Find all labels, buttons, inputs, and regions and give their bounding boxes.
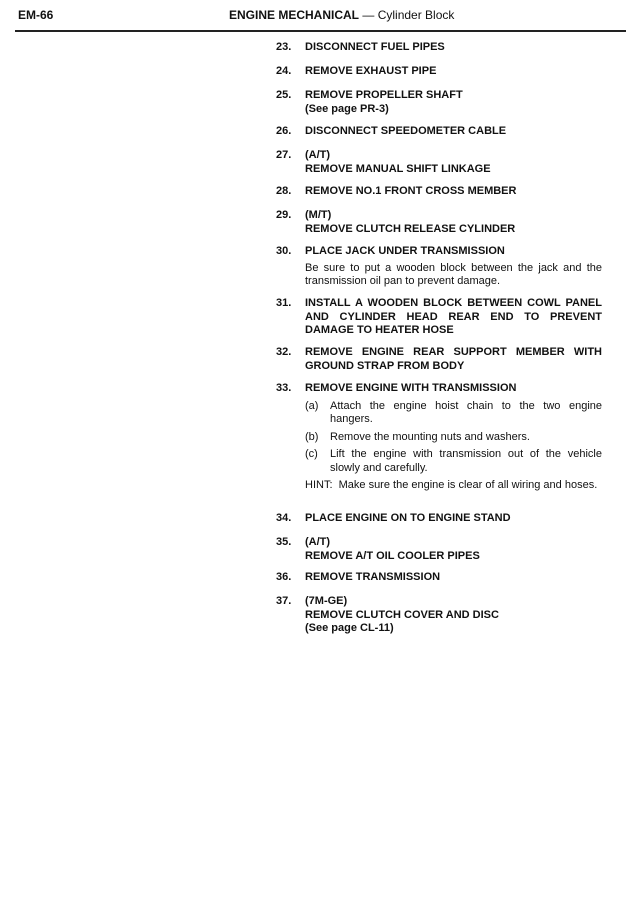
page-header-title [229,8,454,22]
step-number: 25. [276,89,292,101]
sub-step-label: (b) [305,430,319,443]
step-heading [305,536,602,563]
step-heading-line: (A/T) [305,536,331,548]
sub-step-text: Remove the mounting nuts and washers. [330,430,530,443]
procedure-step [276,245,602,289]
sub-step-label: (c) [305,448,318,460]
step-heading [305,297,602,338]
step-heading [305,65,602,79]
step-heading [305,245,602,259]
step-number: 23. [276,41,292,53]
procedure-step [276,149,602,176]
procedure-step [276,209,602,236]
step-heading-line: (A/T) [305,149,331,161]
step-heading [305,512,602,526]
step-note: Be sure to put a wooden block between the jack and the transmission oil pan to prevent damage. [305,261,602,287]
step-heading [305,185,602,199]
sub-step-label: (a) [305,399,319,412]
procedure-step [276,595,602,636]
step-heading [305,346,602,373]
step-heading [305,571,602,585]
step-heading-line: REMOVE PROPELLER SHAFT [305,89,463,101]
step-number: 31. [276,297,292,309]
step-heading [305,382,602,396]
step-heading [305,595,602,636]
step-number: 37. [276,595,292,607]
step-heading [305,125,602,139]
step-heading-line: REMOVE A/T OIL COOLER PIPES [305,549,480,562]
step-heading-line: (7M-GE) [305,595,348,607]
procedure-step [276,41,602,55]
step-number: 34. [276,512,292,524]
step-number: 28. [276,185,292,197]
step-number: 35. [276,536,292,548]
step-heading-line: PLACE JACK UNDER TRANSMISSION [305,245,505,257]
step-heading [305,149,602,176]
step-heading [305,89,602,116]
step-heading-line: REMOVE NO.1 FRONT CROSS MEMBER [305,185,517,197]
page-number: EM-66 [18,8,54,22]
section-title: ENGINE MECHANICAL [229,8,360,22]
sub-step-text: Attach the engine hoist chain to the two engine hangers. [330,399,602,425]
procedure-step [276,571,602,585]
step-heading-line: REMOVE CLUTCH COVER AND DISC [305,608,499,621]
step-heading-line: INSTALL A WOODEN BLOCK BETWEEN COWL PANEL AND CYLINDER HEAD REAR END TO PREVENT DAMAGE TO HEATER HOSE [305,297,602,336]
step-heading [305,41,602,55]
step-number: 36. [276,571,292,583]
sub-step [305,448,602,475]
step-heading-line: REMOVE EXHAUST PIPE [305,65,437,77]
step-number: 30. [276,245,292,257]
step-number: 32. [276,346,292,358]
procedure-step [276,89,602,116]
step-heading-line: PLACE ENGINE ON TO ENGINE STAND [305,512,511,524]
procedure-step [276,382,602,493]
procedure-step [276,536,602,563]
step-heading-line: (M/T) [305,209,332,221]
step-heading-line: DISCONNECT SPEEDOMETER CABLE [305,125,507,137]
procedure-step [276,512,602,526]
step-heading-line: REMOVE TRANSMISSION [305,571,441,583]
step-heading-line: (See page PR-3) [305,102,389,115]
step-heading-line: DISCONNECT FUEL PIPES [305,41,445,53]
step-number: 33. [276,382,292,394]
hint-text: HINT: Make sure the engine is clear of all wiring and hoses. [305,479,598,491]
header-rule [15,30,626,32]
procedure-step [276,346,602,373]
step-number: 26. [276,125,292,137]
title-separator: — [362,8,375,22]
step-heading-line: REMOVE ENGINE WITH TRANSMISSION [305,382,517,394]
procedure-step [276,125,602,139]
sub-step-text: Lift the engine with transmission out of the vehicle slowly and carefully. [330,448,602,474]
step-heading-line: REMOVE MANUAL SHIFT LINKAGE [305,162,491,175]
step-heading-line: REMOVE ENGINE REAR SUPPORT MEMBER WITH GROUND STRAP FROM BODY [305,346,602,372]
sub-step [305,431,602,445]
procedure-step [276,297,602,338]
step-number: 27. [276,149,292,161]
step-number: 24. [276,65,292,77]
procedure-step [276,185,602,199]
step-number: 29. [276,209,292,221]
procedure-step [276,65,602,79]
step-heading-line: REMOVE CLUTCH RELEASE CYLINDER [305,222,516,235]
sub-step [305,400,602,427]
step-heading-line: (See page CL-11) [305,622,394,634]
step-heading [305,209,602,236]
subsection-title: Cylinder Block [377,8,455,22]
